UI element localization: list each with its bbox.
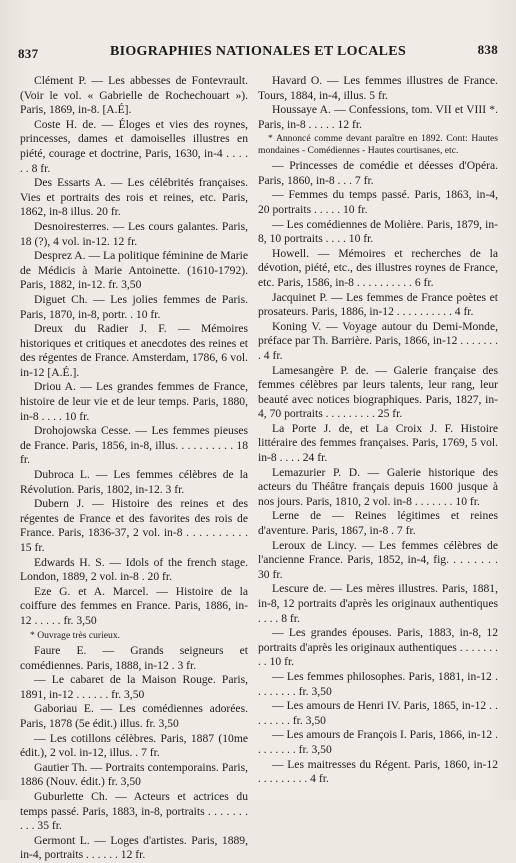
bibliography-entry: — Les amours de François I. Paris, 1866, in-12 . . . . . . . . fr. 3,50 (258, 728, 498, 756)
bibliography-entry: Lemazurier P. D. — Galerie historique des acteurs du Théâtre français depuis 1600 jusque à nos jours. Paris, 1810, 2 vol. in-8 . . . . . . . 10 fr. (258, 465, 498, 508)
bibliography-entry: Guburlette Ch. — Acteurs et actrices du temps passé. Paris, 1883, in-8, portraits . . . . . . . . . . 35 fr. (20, 789, 248, 833)
bibliography-entry: Houssaye A. — Confessions, tom. VII et VIII *. Paris, in-8 . . . . . 12 fr. (258, 103, 498, 131)
running-title: BIOGRAPHIES NATIONALES ET LOCALES (109, 44, 407, 59)
right-column (258, 74, 498, 787)
bibliography-entry: Lamesangère P. de. — Galerie française des femmes célèbres par leurs talents, leur rang, leur beauté avec notices biographiques. Paris, 1827, in-4, 70 portraits . . . . . . . . . 25 fr. (258, 363, 498, 421)
bibliography-entry: Faure E. — Grands seigneurs et comédiennes. Paris, 1888, in-12 . 3 fr. (20, 643, 248, 672)
bibliography-entry: Desprez A. — La politique féminine de Marie de Médicis à Marie Antoinette. (1610-1792). Paris, 1882, in-12. fr. 3,50 (20, 249, 248, 292)
bibliography-entry: Clément P. — Les abbesses de Fontevrault. (Voir le vol. « Gabrielle de Rochechouart »). Paris, 1869, in-8. [A.É]. (20, 74, 248, 117)
bibliography-entry: La Porte J. de, et La Croix J. F. Histoire littéraire des femmes françaises. Paris, 1769, 5 vol. in-8 . . . . 24 fr. (258, 421, 498, 465)
page-number-left: 837 (18, 46, 39, 61)
bibliography-entry: Lescure de. — Les mères illustres. Paris, 1881, in-8, 12 portraits d'après les originaux authentiques . . . . 8 fr. (258, 582, 498, 625)
bibliography-entry: — Les amours de Henri IV. Paris, 1865, in-12 . . . . . . . . fr. 3,50 (258, 699, 498, 727)
page-header (18, 40, 498, 62)
bibliography-entry: Jacquinet P. — Les femmes de France poètes et prosateurs. Paris, 1886, in-12 . . . . . . . . . . 4 fr. (258, 290, 498, 319)
footnote: * Annoncé comme devant paraître en 1892. Cont: Hautes mondaines - Comédiennes - Hautes courtisanes, etc. (258, 133, 498, 156)
bibliography-entry: — Le cabaret de la Maison Rouge. Paris, 1891, in-12 . . . . . . fr. 3,50 (20, 673, 248, 701)
bibliography-entry: Havard O. — Les femmes illustres de France. Tours, 1884, in-4, illus. 5 fr. (258, 74, 498, 102)
bibliography-entry: — Les grandes épouses. Paris, 1883, in-8, 12 portraits d'après les originaux authentiques . . . . . . . . . 10 fr. (258, 626, 498, 669)
bibliography-entry: Gaboriau E. — Les comédiennes adorées. Paris, 1878 (5e édit.) illus. fr. 3,50 (20, 702, 248, 730)
bibliography-entry: — Les femmes philosophes. Paris, 1881, in-12 . . . . . . . . fr. 3,50 (258, 669, 498, 698)
bibliography-entry: Lerne de — Reines légitimes et reines d'aventure. Paris, 1867, in-8 . 7 fr. (258, 509, 498, 538)
bibliography-entry: Edwards H. S. — Idols of the french stage. London, 1889, 2 vol. in-8 . 20 fr. (20, 555, 248, 584)
bibliography-entry: Koning V. — Voyage autour du Demi-Monde, préface par Th. Barrière. Paris, 1866, in-12 . . . . . . . . 4 fr. (258, 319, 498, 362)
bibliography-entry: Germont L. — Loges d'artistes. Paris, 1889, in-4, portraits . . . . . . 12 fr. (20, 833, 248, 862)
bibliography-entry: Leroux de Lincy. — Les femmes célèbres de l'ancienne France. Paris, 1852, in-4, fig. . . . . . . . 30 fr. (258, 538, 498, 581)
bibliography-entry: — Les cotillons célèbres. Paris, 1887 (10me édit.), 2 vol. in-12, illus. . 7 fr. (20, 731, 248, 760)
left-column (20, 74, 248, 863)
bibliography-entry: Eze G. et A. Marcel. — Histoire de la coiffure des femmes en France. Paris, 1886, in-12 . . . . . fr. 3,50 (20, 584, 248, 627)
bibliography-entry: — Princesses de comédie et déesses d'Opéra. Paris, 1860, in-8 . . . 7 fr. (258, 159, 498, 187)
bibliography-entry: — Femmes du temps passé. Paris, 1863, in-4, 20 portraits . . . . . 10 fr. (258, 188, 498, 216)
bibliography-entry: Dubern J. — Histoire des reines et des régentes de France et des favorites des rois de France. Paris, 1836-37, 2 vol. in-8 . . . . . . . . . . 15 fr. (20, 497, 248, 554)
bibliography-entry: Dubroca L. — Les femmes célèbres de la Révolution. Paris, 1802, in-12. 3 fr. (20, 468, 248, 496)
bibliography-entry: Des Essarts A. — Les célébrités françaises. Vies et portraits des rois et reines, etc. Paris, 1862, in-8 illus. 20 fr. (20, 176, 248, 219)
bibliography-entry: Diguet Ch. — Les jolies femmes de Paris. Paris, 1870, in-8, portr. . 10 fr. (20, 292, 248, 321)
bibliography-entry: Dreux du Radier J. F. — Mémoires historiques et critiques et anecdotes des reines et des régentes de France. Amsterdam, 1786, 6 vol. in-12 [A.É.]. (20, 322, 248, 379)
bibliography-entry: Driou A. — Les grandes femmes de France, histoire de leur vie et de leur temps. Paris, 1880, in-8 . . . . 10 fr. (20, 380, 248, 423)
bibliography-entry: — Les maitresses du Régent. Paris, 1860, in-12 . . . . . . . . . 4 fr. (258, 757, 498, 786)
bibliography-entry: Gautier Th. — Portraits contemporains. Paris, 1886 (Nouv. édit.) fr. 3,50 (20, 760, 248, 789)
footnote: * Ouvrage très curieux. (30, 629, 121, 641)
page-number-right: 838 (477, 42, 498, 57)
bibliography-entry: Coste H. de. — Éloges et vies des roynes, princesses, dames et damoiselles illustres en piété, courage et doctrine, Paris, 1630, in-4 . . . . . . 8 fr. (20, 117, 248, 175)
bibliography-entry: Howell. — Mémoires et recherches de la dévotion, piété, etc., des illustres roynes de France, etc. Paris, 1586, in-8 . . . . . . . . . . 6 fr. (258, 246, 498, 289)
bibliography-entry: Desnoiresterres. — Les cours galantes. Paris, 18 (?), 4 vol. in-12. 12 fr. (20, 219, 248, 248)
bibliography-entry: — Les comédiennes de Molière. Paris, 1879, in-8, 10 portraits . . . . 10 fr. (258, 217, 498, 246)
bibliography-entry: Drohojowska Cesse. — Les femmes pieuses de France. Paris, 1856, in-8, illus. . . . . . . . . . 18 fr. (20, 424, 248, 467)
